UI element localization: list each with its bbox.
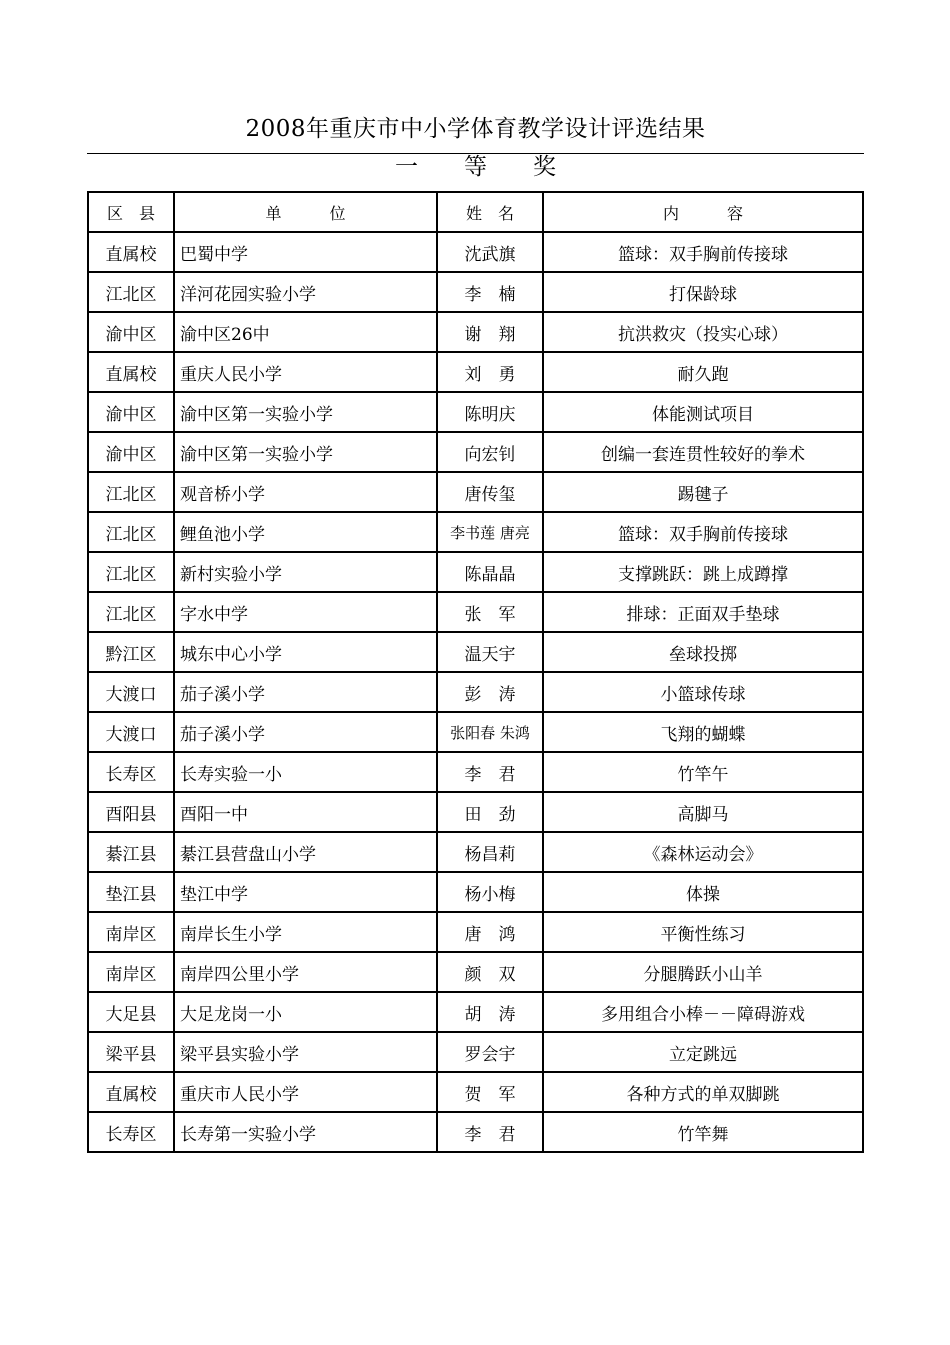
cell-unit: 渝中区26中	[174, 312, 437, 352]
cell-unit: 酉阳一中	[174, 792, 437, 832]
cell-content: 小篮球传球	[543, 672, 863, 712]
table-header-row	[88, 192, 863, 232]
cell-unit: 新村实验小学	[174, 552, 437, 592]
cell-district: 大渡口	[88, 712, 174, 752]
cell-district: 长寿区	[88, 1112, 174, 1152]
cell-district: 酉阳县	[88, 792, 174, 832]
cell-content: 体能测试项目	[543, 392, 863, 432]
cell-unit: 茄子溪小学	[174, 672, 437, 712]
cell-district: 直属校	[88, 1072, 174, 1112]
cell-name: 李 君	[437, 1112, 543, 1152]
cell-content: 耐久跑	[543, 352, 863, 392]
cell-district: 长寿区	[88, 752, 174, 792]
cell-district: 綦江县	[88, 832, 174, 872]
cell-content: 体操	[543, 872, 863, 912]
cell-content: 《森林运动会》	[543, 832, 863, 872]
cell-unit: 城东中心小学	[174, 632, 437, 672]
table-row	[88, 232, 863, 272]
cell-name: 罗会宇	[437, 1032, 543, 1072]
table-row	[88, 512, 863, 552]
table-row	[88, 1072, 863, 1112]
cell-name: 沈武旗	[437, 232, 543, 272]
document-title: 2008年重庆市中小学体育教学设计评选结果	[245, 116, 706, 142]
cell-unit: 茄子溪小学	[174, 712, 437, 752]
cell-content: 各种方式的单双脚跳	[543, 1072, 863, 1112]
cell-name: 颜 双	[437, 952, 543, 992]
cell-unit: 南岸四公里小学	[174, 952, 437, 992]
cell-name: 杨昌莉	[437, 832, 543, 872]
cell-name: 陈明庆	[437, 392, 543, 432]
cell-district: 渝中区	[88, 312, 174, 352]
cell-unit: 鲤鱼池小学	[174, 512, 437, 552]
cell-unit: 大足龙岗一小	[174, 992, 437, 1032]
cell-content: 分腿腾跃小山羊	[543, 952, 863, 992]
cell-district: 渝中区	[88, 392, 174, 432]
cell-name: 唐传玺	[437, 472, 543, 512]
table-row	[88, 552, 863, 592]
header-name: 姓 名	[437, 192, 543, 232]
cell-content: 高脚马	[543, 792, 863, 832]
cell-content: 立定跳远	[543, 1032, 863, 1072]
cell-district: 江北区	[88, 272, 174, 312]
table-row	[88, 472, 863, 512]
cell-content: 竹竿舞	[543, 1112, 863, 1152]
table-row	[88, 792, 863, 832]
cell-content: 排球：正面双手垫球	[543, 592, 863, 632]
cell-district: 梁平县	[88, 1032, 174, 1072]
cell-name: 彭 涛	[437, 672, 543, 712]
cell-district: 大渡口	[88, 672, 174, 712]
cell-district: 直属校	[88, 352, 174, 392]
cell-name: 向宏钊	[437, 432, 543, 472]
table-row	[88, 712, 863, 752]
cell-district: 江北区	[88, 472, 174, 512]
cell-name: 胡 涛	[437, 992, 543, 1032]
cell-district: 江北区	[88, 552, 174, 592]
cell-name: 陈晶晶	[437, 552, 543, 592]
cell-content: 创编一套连贯性较好的拳术	[543, 432, 863, 472]
cell-unit: 綦江县营盘山小学	[174, 832, 437, 872]
cell-unit: 南岸长生小学	[174, 912, 437, 952]
cell-name: 温天宇	[437, 632, 543, 672]
table-row	[88, 272, 863, 312]
cell-name: 张 军	[437, 592, 543, 632]
cell-name: 李书莲 唐亮	[437, 512, 543, 552]
table-row	[88, 952, 863, 992]
cell-district: 江北区	[88, 512, 174, 552]
cell-unit: 垫江中学	[174, 872, 437, 912]
cell-district: 直属校	[88, 232, 174, 272]
cell-name: 李 楠	[437, 272, 543, 312]
cell-content: 多用组合小棒－－障碍游戏	[543, 992, 863, 1032]
cell-unit: 巴蜀中学	[174, 232, 437, 272]
cell-name: 李 君	[437, 752, 543, 792]
table-row	[88, 632, 863, 672]
table-row	[88, 312, 863, 352]
cell-unit: 梁平县实验小学	[174, 1032, 437, 1072]
table-row	[88, 832, 863, 872]
results-table-body	[88, 232, 863, 1152]
cell-content: 垒球投掷	[543, 632, 863, 672]
table-row	[88, 432, 863, 472]
cell-unit: 渝中区第一实验小学	[174, 432, 437, 472]
header-unit: 单 位	[174, 192, 437, 232]
table-row	[88, 672, 863, 712]
cell-unit: 渝中区第一实验小学	[174, 392, 437, 432]
header-content: 内 容	[543, 192, 863, 232]
cell-name: 唐 鸿	[437, 912, 543, 952]
cell-content: 踢毽子	[543, 472, 863, 512]
cell-unit: 长寿实验一小	[174, 752, 437, 792]
cell-content: 竹竿午	[543, 752, 863, 792]
results-table	[87, 191, 864, 1153]
table-row	[88, 392, 863, 432]
cell-unit: 重庆市人民小学	[174, 1072, 437, 1112]
cell-district: 渝中区	[88, 432, 174, 472]
table-row	[88, 872, 863, 912]
cell-name: 张阳春 朱鸿	[437, 712, 543, 752]
cell-name: 谢 翔	[437, 312, 543, 352]
cell-district: 南岸区	[88, 952, 174, 992]
cell-name: 贺 军	[437, 1072, 543, 1112]
cell-content: 篮球：双手胸前传接球	[543, 512, 863, 552]
cell-district: 大足县	[88, 992, 174, 1032]
cell-content: 支撑跳跃：跳上成蹲撑	[543, 552, 863, 592]
cell-district: 黔江区	[88, 632, 174, 672]
table-row	[88, 912, 863, 952]
cell-district: 垫江县	[88, 872, 174, 912]
cell-unit: 长寿第一实验小学	[174, 1112, 437, 1152]
cell-district: 南岸区	[88, 912, 174, 952]
cell-unit: 重庆人民小学	[174, 352, 437, 392]
cell-content: 平衡性练习	[543, 912, 863, 952]
table-row	[88, 752, 863, 792]
cell-content: 打保龄球	[543, 272, 863, 312]
cell-name: 杨小梅	[437, 872, 543, 912]
cell-name: 刘 勇	[437, 352, 543, 392]
cell-unit: 洋河花园实验小学	[174, 272, 437, 312]
cell-content: 篮球：双手胸前传接球	[543, 232, 863, 272]
table-row	[88, 992, 863, 1032]
award-level-heading: 一 等 奖	[395, 154, 556, 180]
table-row	[88, 1112, 863, 1152]
cell-unit: 字水中学	[174, 592, 437, 632]
cell-content: 抗洪救灾（投实心球）	[543, 312, 863, 352]
cell-name: 田 劲	[437, 792, 543, 832]
cell-content: 飞翔的蝴蝶	[543, 712, 863, 752]
cell-district: 江北区	[88, 592, 174, 632]
table-row	[88, 352, 863, 392]
table-row	[88, 1032, 863, 1072]
header-district: 区 县	[88, 192, 174, 232]
table-row	[88, 592, 863, 632]
cell-unit: 观音桥小学	[174, 472, 437, 512]
